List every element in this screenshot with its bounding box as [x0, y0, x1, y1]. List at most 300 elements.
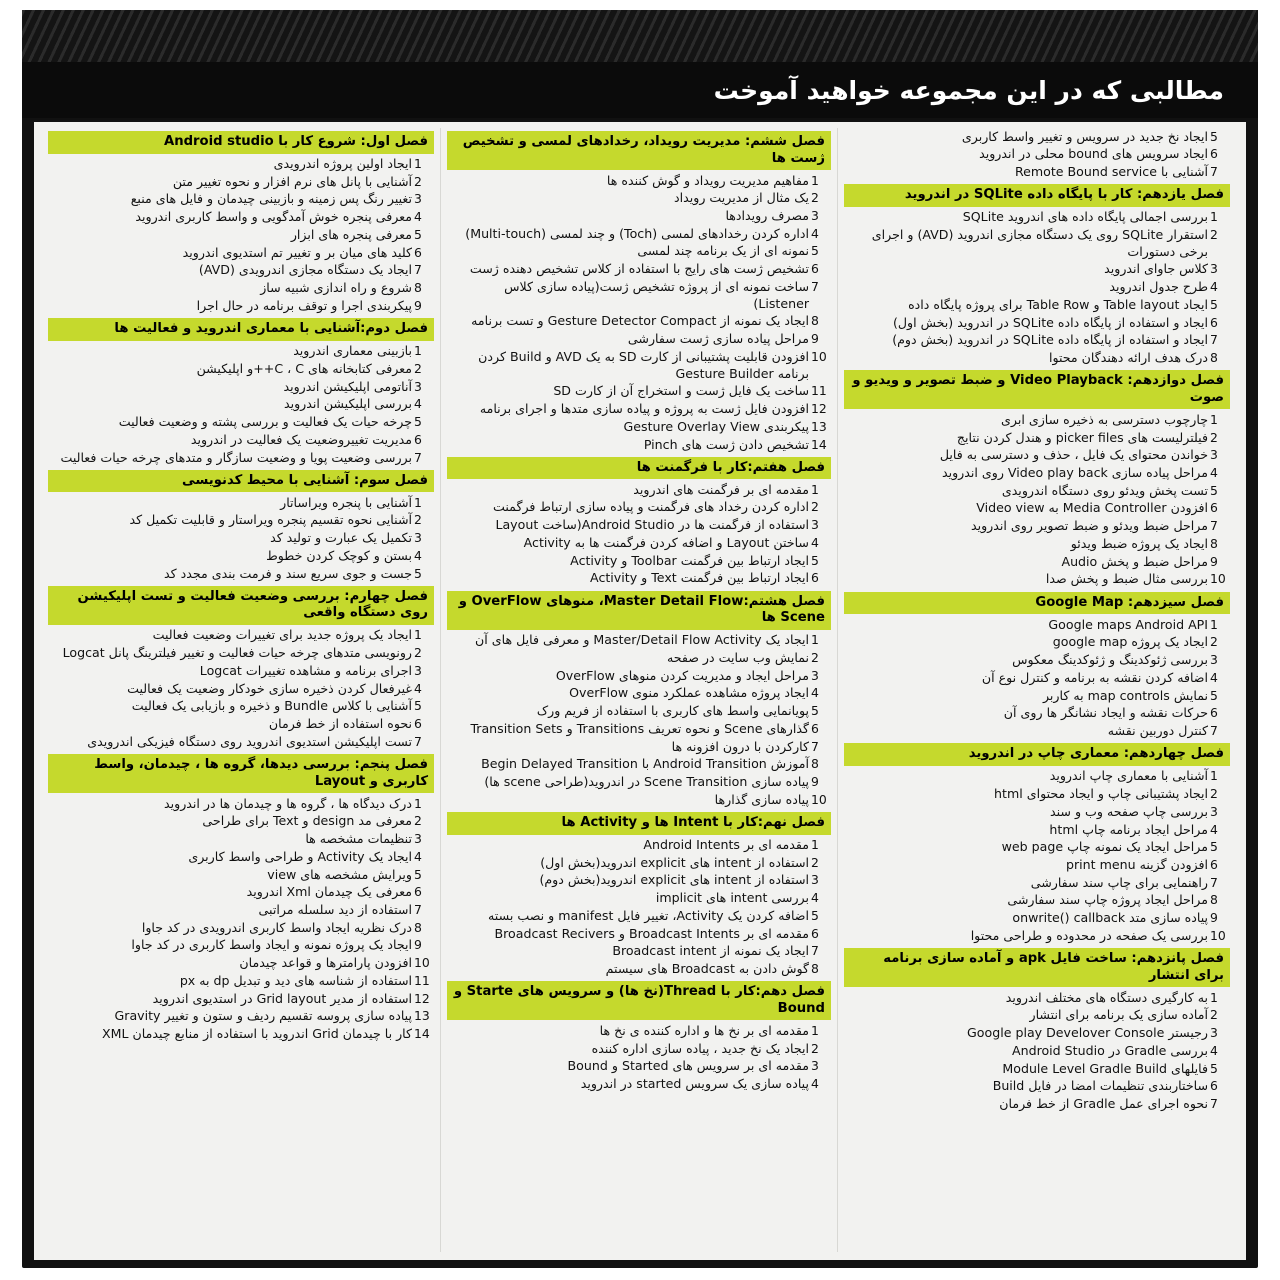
item-label: نحوه استفاده از خط فرمان — [268, 716, 412, 732]
item-number: 6 — [811, 261, 819, 277]
list-item — [48, 494, 434, 512]
item-label: آشنایی با معماری چاپ اندروید — [1049, 768, 1208, 784]
item-number: 6 — [414, 884, 422, 900]
column-mid — [440, 128, 838, 1252]
list-item — [844, 821, 1230, 839]
item-number: 4 — [1210, 279, 1218, 295]
list-item — [844, 1060, 1230, 1078]
list-item — [844, 1007, 1230, 1025]
list-item — [447, 961, 831, 979]
item-label: ایجاد ارتباط بین فرگمنت Toolbar و Activity — [570, 552, 809, 568]
item-label: اجرای برنامه و مشاهده تغییرات Logcat — [199, 662, 412, 678]
item-label: ایجاد پروژه مشاهده عملکرد منوی OverFlow — [569, 685, 809, 701]
item-number: 4 — [1210, 465, 1218, 481]
item-label: راهنمایی برای چاپ سند سفارشی — [1030, 874, 1208, 890]
list-item — [48, 547, 434, 565]
list-item — [844, 518, 1230, 536]
item-number: 4 — [414, 680, 422, 696]
list-item — [48, 627, 434, 645]
item-number: 3 — [414, 191, 422, 207]
list-item — [48, 360, 434, 378]
item-number: 7 — [811, 943, 819, 959]
item-label: ایجاد پشتیبانی چاپ و ایجاد محتوای html — [994, 786, 1208, 802]
item-label: مراحل ایجاد یک نمونه چاپ web page — [1001, 839, 1208, 855]
list-item — [447, 791, 831, 809]
list-item — [48, 431, 434, 449]
list-item — [48, 884, 434, 902]
item-label: اضافه کردن یک Activity، تغییر فایل manifest و نصب بسته — [488, 907, 809, 923]
item-label: چرخه حیات یک فعالیت و بررسی پشته و وضعیت فعالیت — [118, 414, 412, 430]
list-item — [48, 716, 434, 734]
item-label: استفاده از intent های explicit اندروید(بخش اول) — [540, 854, 809, 870]
item-label: مراحل پیاده سازی Video play back روی اندروید — [941, 465, 1208, 481]
item-label: ساختن Layout و اضافه کردن فرگمنت ها به Activity — [523, 534, 809, 550]
item-label: مقدمه ای بر فرگمنت های اندروید — [633, 481, 809, 497]
item-number: 3 — [414, 831, 422, 847]
item-label: بررسی چاپ صفحه وب و سند — [1049, 803, 1208, 819]
item-number: 2 — [811, 1040, 819, 1056]
list-item — [48, 662, 434, 680]
item-number: 4 — [414, 848, 422, 864]
item-label: ایجاد یک Activity و طراحی واسط کاربری — [188, 848, 412, 864]
item-label: استفاده از شناسه های دید و تبدیل dp به px — [179, 972, 412, 988]
list-item — [844, 1078, 1230, 1096]
chapter-heading: فصل دهم:کار با Thread(نخ ها) و سرویس های Starte و Bound — [447, 981, 831, 1020]
item-number: 8 — [811, 756, 819, 772]
item-label: ایجاد یک پروژه ضبط ویدئو — [1070, 535, 1208, 551]
list-item — [844, 616, 1230, 634]
list-item — [447, 685, 831, 703]
item-number: 1 — [811, 837, 819, 852]
item-label: تشخیص دادن ژست های Pinch — [643, 436, 809, 452]
list-item — [48, 156, 434, 174]
item-label: ایجاد یک نخ جدید ، پیاده سازی اداره کننده — [591, 1040, 809, 1056]
item-label: افزودن گزینه print menu — [1066, 856, 1208, 872]
list-item — [844, 856, 1230, 874]
item-number: 12 — [414, 990, 430, 1006]
topic-list — [48, 343, 434, 467]
item-number: 2 — [414, 645, 422, 661]
item-number: 11 — [811, 383, 827, 399]
item-label: کلاس جاوای اندروید — [1104, 261, 1208, 277]
item-label: مقدمه ای بر Broadcast Intents و Broadcast Recivers — [494, 925, 809, 941]
item-label: پیاده سازی گذارها — [714, 791, 809, 807]
item-number: 5 — [414, 414, 422, 430]
list-item — [844, 874, 1230, 892]
item-number: 3 — [1210, 1025, 1218, 1041]
topic-list — [844, 616, 1230, 740]
item-number: 5 — [414, 226, 422, 242]
item-label: تست پخش ویدئو روی دستگاه اندرویدی — [1001, 482, 1208, 498]
list-item — [844, 652, 1230, 670]
item-number: 4 — [811, 685, 819, 701]
topic-list — [48, 494, 434, 583]
item-number: 12 — [811, 401, 827, 417]
list-item — [447, 313, 831, 331]
list-item — [48, 990, 434, 1008]
item-label: پیاده سازی یک سرویس started در اندروید — [580, 1076, 809, 1092]
list-item — [447, 481, 831, 499]
item-label: مراحل ضبط ویدئو و ضبط تصویر روی اندروید — [970, 518, 1208, 534]
topic-list — [48, 795, 434, 1043]
list-item — [447, 172, 831, 190]
list-item — [844, 1042, 1230, 1060]
item-number: 5 — [1210, 482, 1218, 498]
chapter-heading: فصل چهارم: بررسی وضعیت فعالیت و تست اپلیکیشن روی دستگاه واقعی — [48, 586, 434, 625]
list-item — [447, 756, 831, 774]
item-label: استفاده از مدیر Grid layout در استدیوی اندروید — [152, 990, 412, 1006]
list-item — [447, 436, 831, 454]
item-label: فایلهای Module Level Gradle Build — [1002, 1060, 1208, 1076]
list-item — [844, 669, 1230, 687]
item-number: 10 — [414, 955, 430, 971]
item-number: 7 — [1210, 163, 1218, 179]
item-label: ایجاد اولین پروژه اندرویدی — [273, 156, 412, 171]
item-number: 9 — [811, 774, 819, 790]
item-number: 7 — [414, 449, 422, 465]
item-label: استفاده از دید سلسله مراتبی — [258, 901, 412, 917]
list-item — [447, 552, 831, 570]
chapter-heading: فصل ششم: مدیریت رویداد، رخدادهای لمسی و تشخیص ژست ها — [447, 131, 831, 170]
list-item — [447, 517, 831, 535]
item-number: 1 — [811, 1022, 819, 1038]
list-item — [844, 1025, 1230, 1043]
item-label: رونویسی متدهای چرخه حیات فعالیت و تغییر فیلترینگ پانل Logcat — [62, 645, 412, 661]
list-item — [48, 280, 434, 298]
list-item — [447, 207, 831, 225]
item-label: بررسی اپلیکیشن اندروید — [283, 396, 412, 412]
item-label: نمونه ای از یک برنامه چند لمسی — [637, 243, 809, 259]
item-number: 4 — [811, 1076, 819, 1092]
item-number: 10 — [1210, 571, 1226, 587]
item-number: 3 — [1210, 652, 1218, 668]
item-number: 8 — [811, 961, 819, 977]
list-item — [48, 813, 434, 831]
item-number: 6 — [1210, 1078, 1218, 1094]
item-number: 1 — [811, 172, 819, 188]
item-label: آماده سازی یک برنامه برای انتشار — [1029, 1007, 1208, 1023]
item-label: آشنایی با Remote Bound service — [1014, 163, 1208, 179]
item-label: شروع و راه اندازی شبیه ساز — [260, 280, 412, 296]
list-item — [48, 173, 434, 191]
chapter-heading: فصل دوم:آشنایی با معماری اندروید و فعالیت ها — [48, 318, 434, 341]
list-item — [844, 146, 1230, 164]
list-item — [447, 1022, 831, 1040]
list-item — [844, 723, 1230, 741]
item-number: 1 — [811, 632, 819, 648]
item-number: 4 — [811, 890, 819, 906]
item-number: 5 — [811, 907, 819, 923]
item-number: 5 — [1210, 687, 1218, 703]
list-item — [844, 989, 1230, 1007]
item-number: 6 — [1210, 500, 1218, 516]
item-number: 1 — [414, 627, 422, 643]
list-item — [48, 262, 434, 280]
topic-list — [844, 411, 1230, 588]
list-item — [447, 837, 831, 855]
item-label: معرفی پنجره های ابزار — [290, 226, 412, 242]
chapter-heading: فصل سیزدهم: Google Map — [844, 592, 1230, 615]
item-label: چارچوب دسترسی به ذخیره سازی ابری — [1001, 411, 1208, 427]
item-label: آشنایی با کلاس Bundle و ذخیره و بازیابی یک فعالیت — [131, 698, 412, 714]
item-label: درک دیدگاه ها ، گروه ها و چیدمان ها در اندروید — [164, 795, 412, 811]
list-item — [48, 901, 434, 919]
item-label: اداره کردن رخدادهای لمسی (Toch) و چند لمسی (Multi-touch) — [465, 225, 809, 241]
item-label: مقدمه ای بر نخ ها و اداره کننده ی نخ ها — [599, 1022, 809, 1038]
item-number: 6 — [1210, 146, 1218, 162]
item-number: 1 — [1210, 616, 1218, 632]
list-item — [844, 296, 1230, 314]
chapter-heading: فصل چهاردهم: معماری چاپ در اندروید — [844, 743, 1230, 766]
list-item — [844, 429, 1230, 447]
list-item — [447, 278, 831, 312]
list-item — [844, 786, 1230, 804]
list-item — [844, 332, 1230, 350]
list-item — [447, 667, 831, 685]
item-number: 13 — [811, 418, 827, 434]
item-label: طرح جدول اندروید — [1109, 279, 1208, 295]
item-number: 3 — [1210, 803, 1218, 819]
list-item — [447, 1076, 831, 1094]
item-label: جست و جوی سریع سند و فرمت بندی مجدد کد — [164, 565, 412, 581]
list-item — [447, 943, 831, 961]
list-item — [844, 279, 1230, 297]
list-item — [48, 297, 434, 315]
list-item — [48, 733, 434, 751]
header-band — [22, 62, 1258, 118]
item-number: 1 — [1210, 989, 1218, 1005]
item-label: مدیریت تغییروضعیت یک فعالیت در اندروید — [190, 431, 412, 447]
item-label: گذارهای Scene و نحوه تعریف Transitions و Transition Sets — [470, 720, 809, 736]
item-label: ایجاد یک پروژه نمونه و ایجاد واسط کاربری در کد جاوا — [131, 937, 412, 953]
item-label: حرکات نقشه و ایجاد نشانگر ها روی آن — [1003, 705, 1208, 721]
item-number: 4 — [1210, 669, 1218, 685]
item-label: مقدمه ای بر سرویس های Started و Bound — [567, 1058, 809, 1074]
list-item — [48, 209, 434, 227]
item-number: 6 — [1210, 705, 1218, 721]
item-number: 9 — [1210, 553, 1218, 569]
item-number: 7 — [1210, 1096, 1218, 1112]
item-number: 5 — [414, 698, 422, 714]
item-number: 1 — [1210, 768, 1218, 784]
item-label: تکمیل یک عبارت و تولید کد — [270, 530, 412, 546]
item-label: افزودن قابلیت پشتیبانی از کارت SD به یک AVD و Build کردن برنامه Gesture Builder — [478, 348, 809, 381]
chapter-heading: فصل هشتم:Master Detail Flow، منوهای OverFlow و Scene ها — [447, 591, 831, 630]
item-label: کار با چیدمان Grid اندروید با استفاده از منابع چیدمان XML — [102, 1026, 412, 1042]
item-number: 5 — [1210, 1060, 1218, 1076]
item-label: ایجاد یک نمونه از Gesture Detector Compact و تست برنامه — [471, 313, 809, 329]
item-label: یک مثال از مدیریت رویداد — [674, 190, 809, 206]
item-number: 2 — [1210, 1007, 1218, 1023]
content-panel — [34, 122, 1246, 1260]
list-item — [447, 348, 831, 382]
list-item — [447, 499, 831, 517]
topic-list — [447, 632, 831, 809]
item-number: 4 — [1210, 1042, 1218, 1058]
item-number: 10 — [811, 791, 827, 807]
item-number: 14 — [414, 1026, 430, 1042]
item-number: 4 — [414, 547, 422, 563]
topic-list — [844, 768, 1230, 945]
list-item — [447, 243, 831, 261]
list-item — [844, 209, 1230, 227]
item-number: 3 — [414, 662, 422, 678]
item-number: 7 — [811, 738, 819, 754]
item-number: 2 — [811, 649, 819, 665]
item-number: 8 — [1210, 892, 1218, 908]
list-item — [844, 1096, 1230, 1114]
item-number: 4 — [811, 225, 819, 241]
topic-list — [844, 989, 1230, 1113]
list-item — [844, 892, 1230, 910]
item-label: درک نظریه ایجاد واسط کاربری اندرویدی در کد جاوا — [141, 919, 412, 935]
list-item — [48, 244, 434, 262]
item-number: 7 — [414, 733, 422, 749]
list-item — [48, 866, 434, 884]
item-label: کنترل دوربین نقشه — [1107, 723, 1208, 739]
item-number: 10 — [1210, 927, 1226, 943]
item-label: بازبینی معماری اندروید — [293, 343, 412, 359]
item-number: 2 — [811, 190, 819, 206]
item-label: بررسی Gradle در Android Studio — [1011, 1042, 1208, 1058]
item-number: 1 — [414, 156, 422, 171]
item-number: 4 — [414, 396, 422, 412]
item-number: 5 — [811, 703, 819, 719]
item-label: مراحل ایجاد و مدیریت کردن منوهای OverFlow — [555, 667, 809, 683]
item-number: 13 — [414, 1008, 430, 1024]
item-label: نمایش وب سایت در صفحه — [666, 649, 809, 665]
column-right — [42, 128, 440, 1252]
item-number: 2 — [414, 173, 422, 189]
item-number: 1 — [1210, 209, 1218, 225]
list-item — [48, 919, 434, 937]
item-number: 4 — [414, 209, 422, 225]
item-number: 7 — [414, 262, 422, 278]
item-label: خواندن محتوای یک فایل ، حذف و دسترسی به فایل — [939, 447, 1208, 463]
list-item — [844, 411, 1230, 429]
list-item — [844, 535, 1230, 553]
list-item — [447, 703, 831, 721]
list-item — [48, 848, 434, 866]
item-number: 8 — [414, 919, 422, 935]
topic-list — [48, 627, 434, 751]
item-label: ایجاد نخ جدید در سرویس و تغییر واسط کاربری — [961, 128, 1208, 144]
item-number: 7 — [1210, 874, 1218, 890]
list-item — [844, 314, 1230, 332]
list-item — [48, 449, 434, 467]
item-number: 6 — [1210, 856, 1218, 872]
item-label: نمایش map controls به کاربر — [1042, 687, 1208, 703]
item-label: کارکردن با درون افزونه ها — [671, 738, 809, 754]
topic-list — [844, 128, 1230, 181]
item-number: 6 — [1210, 314, 1218, 330]
item-number: 2 — [1210, 634, 1218, 650]
item-number: 2 — [1210, 226, 1218, 242]
item-number: 6 — [811, 720, 819, 736]
list-item — [844, 927, 1230, 945]
item-number: 3 — [811, 517, 819, 533]
item-number: 14 — [811, 436, 827, 452]
topic-list — [447, 481, 831, 587]
item-number: 2 — [1210, 786, 1218, 802]
item-number: 8 — [811, 313, 819, 329]
item-number: 5 — [1210, 296, 1218, 312]
item-label: نحوه اجرای عمل Gradle از خط فرمان — [999, 1096, 1208, 1112]
item-label: مصرف رویدادها — [725, 207, 809, 223]
item-label: ایجاد یک دستگاه مجازی اندرویدی (AVD) — [198, 262, 412, 278]
item-label: افزودن Media Controller به Video view — [976, 500, 1208, 516]
list-item — [447, 570, 831, 588]
item-label: پیکربندی Gesture Overlay View — [623, 418, 809, 434]
list-item — [447, 401, 831, 419]
list-item — [844, 634, 1230, 652]
item-number: 3 — [811, 1058, 819, 1074]
item-label: کلید های میان بر و تغییر تم استدیوی اندروید — [182, 244, 412, 260]
item-label: معرفی پنجره خوش آمدگویی و واسط کاربری اندروید — [135, 209, 412, 225]
list-item — [48, 831, 434, 849]
item-label: آشنایی با پانل های نرم افزار و نحوه تغییر متن — [172, 173, 412, 189]
hatched-top-band — [22, 10, 1258, 62]
item-label: تشخیص ژست های رایج با استفاده از کلاس تشخیص دهنده ژست — [469, 261, 809, 277]
item-label: آناتومی اپلیکیشن اندروید — [283, 378, 412, 394]
item-number: 2 — [811, 499, 819, 515]
item-label: بررسی ژئوکدینگ و ژئوکدینگ معکوس — [1012, 652, 1208, 668]
list-item — [844, 350, 1230, 368]
item-label: گوش دادن به Broadcast های سیستم — [605, 961, 809, 977]
list-item — [447, 649, 831, 667]
list-item — [844, 482, 1230, 500]
list-item — [48, 565, 434, 583]
topic-list — [447, 172, 831, 454]
chapter-heading: فصل دوازدهم: Video Playback و ضبط تصویر و ویدیو و صوت — [844, 370, 1230, 409]
list-item — [447, 774, 831, 792]
item-number: 3 — [414, 530, 422, 546]
list-item — [48, 343, 434, 361]
item-label: بررسی یک صفحه در محدوده و طراحی محتوا — [970, 927, 1208, 943]
item-number: 7 — [414, 901, 422, 917]
list-item — [447, 890, 831, 908]
list-item — [844, 500, 1230, 518]
item-number: 8 — [414, 280, 422, 296]
list-item — [844, 768, 1230, 786]
list-item — [447, 854, 831, 872]
item-number: 10 — [811, 348, 827, 364]
list-item — [447, 418, 831, 436]
list-item — [48, 512, 434, 530]
column-left — [838, 128, 1236, 1252]
list-item — [447, 1058, 831, 1076]
item-number: 4 — [1210, 821, 1218, 837]
item-number: 2 — [414, 512, 422, 528]
chapter-heading: فصل یازدهم: کار با پایگاه داده SQLite در اندروید — [844, 184, 1230, 207]
item-number: 2 — [414, 360, 422, 376]
item-number: 9 — [414, 937, 422, 953]
item-label: استقرار SQLite روی یک دستگاه مجازی اندروید (AVD) و اجرای برخی دستورات — [871, 226, 1208, 259]
item-number: 2 — [414, 813, 422, 829]
topic-list — [447, 1022, 831, 1093]
chapter-heading: فصل پانزدهم: ساخت فایل apk و آماده سازی برنامه برای انتشار — [844, 948, 1230, 987]
item-label: مراحل پیاده سازی ژست سفارشی — [627, 331, 809, 347]
chapter-heading: فصل هفتم:کار با فرگمنت ها — [447, 457, 831, 480]
list-item — [447, 190, 831, 208]
list-item — [48, 396, 434, 414]
item-label: مراحل ایجاد پروژه چاپ سند سفارشی — [1007, 892, 1208, 908]
item-label: فیلترلیست های picker files و هندل کردن نتایج — [956, 429, 1208, 445]
item-number: 7 — [1210, 723, 1218, 739]
list-item — [844, 571, 1230, 589]
list-item — [844, 687, 1230, 705]
chapter-heading: فصل نهم:کار با Intent ها و Activity ها — [447, 812, 831, 835]
